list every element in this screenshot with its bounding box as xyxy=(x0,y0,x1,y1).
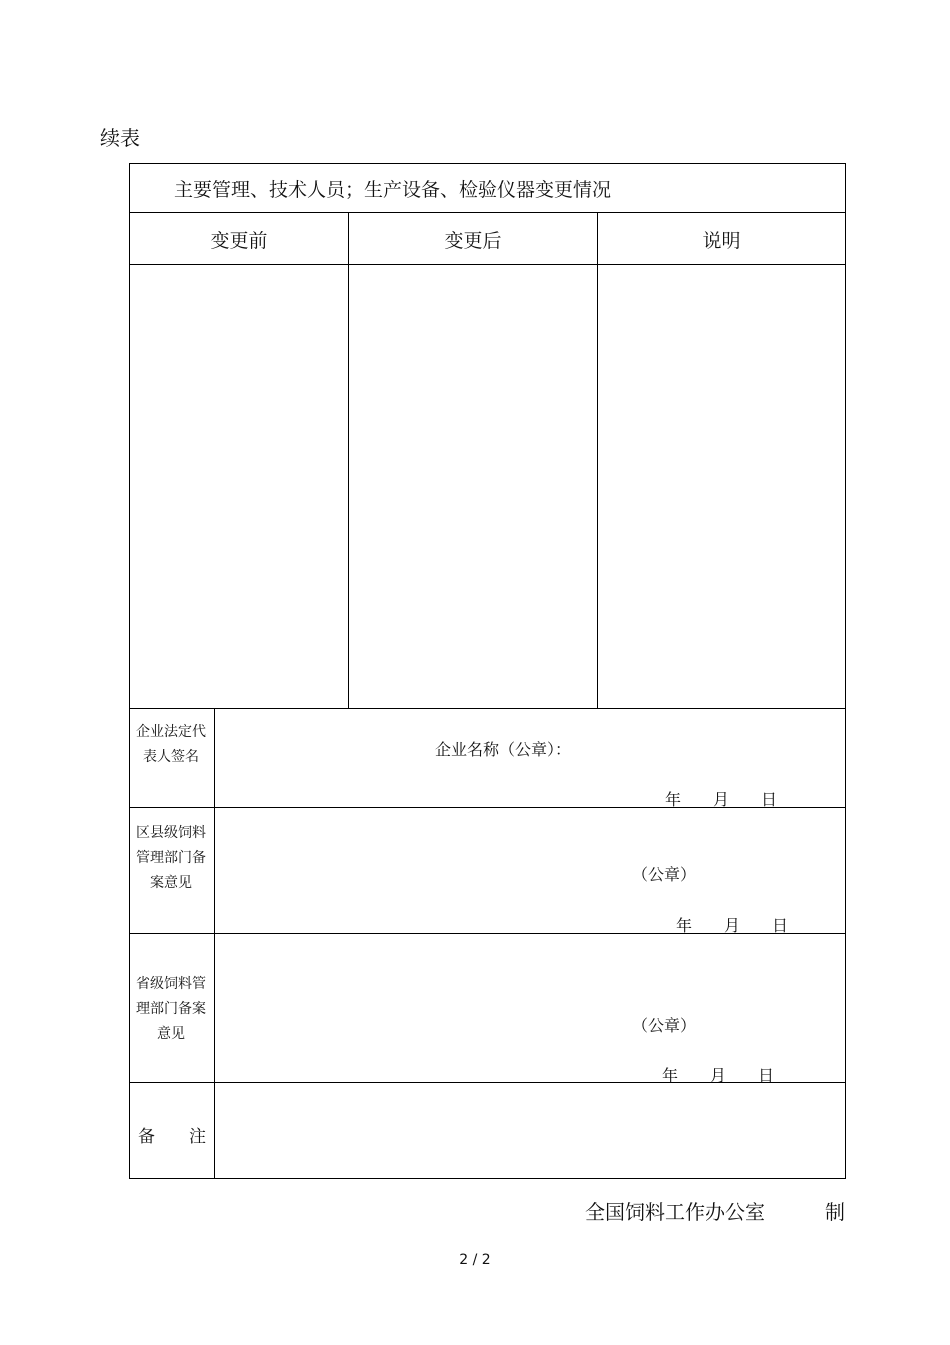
column-header-before: 变更前 xyxy=(210,230,268,252)
change-before-cell[interactable] xyxy=(130,265,348,708)
county-date: 年 月 日 xyxy=(676,916,789,935)
table-line xyxy=(129,708,846,709)
change-after-cell[interactable] xyxy=(349,265,597,708)
province-dept-label: 省级饲料管理部门备案意见 xyxy=(136,976,206,1042)
issuing-office: 全国饲料工作办公室 xyxy=(585,1200,765,1224)
province-date: 年 月 日 xyxy=(662,1066,775,1085)
legal-rep-label: 企业法定代表人签名 xyxy=(136,724,206,765)
remarks-cell[interactable] xyxy=(215,1083,845,1178)
county-dept-label: 区县级饲料管理部门备案意见 xyxy=(136,825,206,891)
legal-rep-date: 年 月 日 xyxy=(665,790,778,809)
change-notes-cell[interactable] xyxy=(598,265,845,708)
remarks-label: 备 注 xyxy=(138,1127,206,1147)
issued-by-mark: 制 xyxy=(825,1200,845,1224)
section-title: 主要管理、技术人员；生产设备、检验仪器变更情况 xyxy=(174,179,612,201)
column-header-notes: 说明 xyxy=(702,230,741,252)
company-name-label: 企业名称（公章）： xyxy=(435,740,572,759)
table-border-top xyxy=(129,163,846,164)
column-header-after: 变更后 xyxy=(444,230,502,252)
table-border-bottom xyxy=(129,1178,846,1179)
doc-title: 续表 xyxy=(100,126,140,150)
province-seal: （公章） xyxy=(632,1016,697,1035)
page-number: 2 / 2 xyxy=(459,1252,491,1268)
county-seal: （公章） xyxy=(632,865,697,884)
table-line xyxy=(129,212,846,213)
table-border-right xyxy=(845,163,846,1179)
